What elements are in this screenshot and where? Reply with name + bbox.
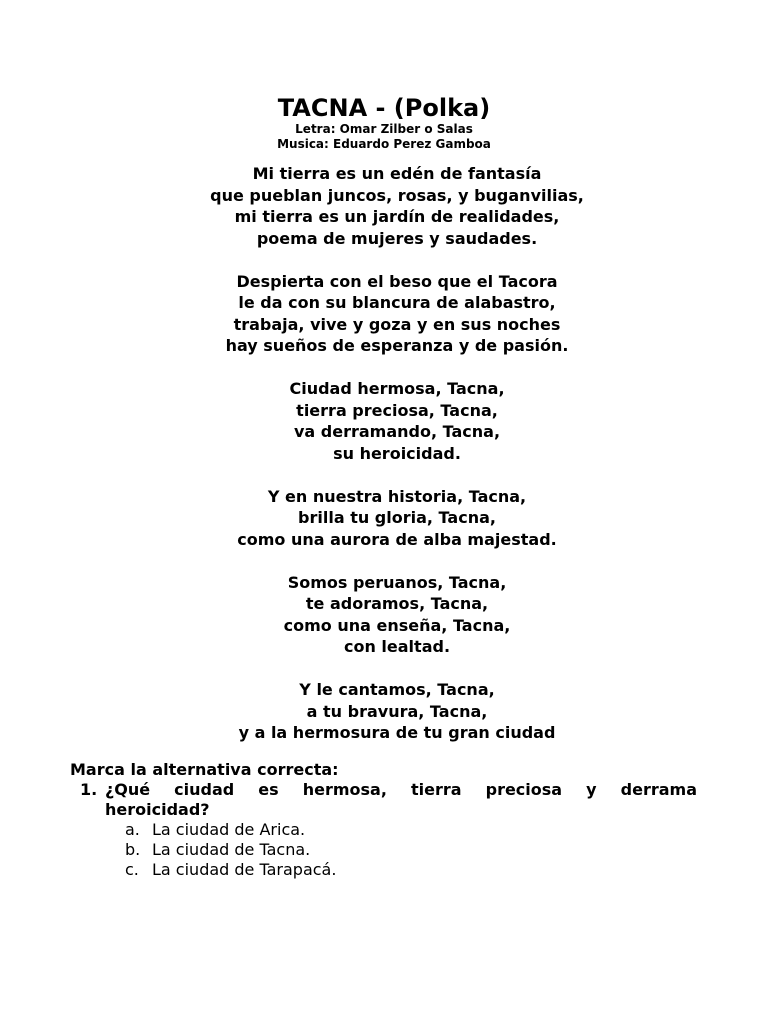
lyric-line: Despierta con el beso que el Tacora: [236, 271, 558, 291]
lyric-line: brilla tu gloria, Tacna,: [298, 508, 496, 528]
lyric-line: le da con su blancura de alabastro,: [238, 293, 556, 313]
stanza: [0, 271, 768, 357]
lyric-line: poema de mujeres y saudades.: [256, 228, 538, 248]
option-letter: c.: [125, 860, 139, 879]
answer-option[interactable]: [70, 840, 697, 860]
lyric-line: Y en nuestra historia, Tacna,: [267, 486, 527, 506]
song-lyrics: [0, 163, 768, 765]
lyric-line: va derramando, Tacna,: [293, 422, 501, 442]
lyric-line: hay sueños de esperanza y de pasión.: [225, 336, 569, 356]
quiz-section: [70, 760, 697, 880]
song-title: TACNA - (Polka): [277, 94, 491, 122]
lyric-line: su heroicidad.: [333, 443, 461, 463]
lyric-line: Ciudad hermosa, Tacna,: [289, 379, 505, 399]
quiz-heading: Marca la alternativa correcta:: [70, 760, 339, 779]
answer-options: [70, 820, 697, 880]
lyric-line: tierra preciosa, Tacna,: [296, 400, 498, 420]
option-text: La ciudad de Tacna.: [152, 840, 311, 859]
stanza: [0, 679, 768, 744]
lyric-line: como una enseña, Tacna,: [283, 615, 511, 635]
stanza: [0, 378, 768, 464]
option-letter: a.: [125, 820, 140, 839]
lyric-line: como una aurora de alba majestad.: [237, 529, 557, 549]
lyric-line: te adoramos, Tacna,: [305, 594, 489, 614]
lyric-line: a tu bravura, Tacna,: [306, 701, 488, 721]
lyric-line: Mi tierra es un edén de fantasía: [252, 164, 542, 183]
lyrics-credit: Letra: Omar Zilber o Salas: [295, 122, 473, 136]
lyric-line: trabaja, vive y goza y en sus noches: [233, 314, 561, 334]
lyric-line: que pueblan juncos, rosas, y buganvilias,: [210, 185, 584, 205]
question-text-line1: ¿Qué ciudad es hermosa, tierra preciosa y derrama: [105, 780, 697, 799]
answer-option[interactable]: [70, 820, 697, 840]
question-number: 1.: [80, 780, 98, 799]
option-text: La ciudad de Tarapacá.: [152, 860, 337, 879]
lyric-line: con lealtad.: [343, 637, 451, 657]
question-item: [70, 780, 697, 820]
stanza: [0, 572, 768, 658]
lyric-line: y a la hermosura de tu gran ciudad: [238, 723, 556, 743]
answer-option[interactable]: [70, 860, 697, 880]
stanza: [0, 486, 768, 551]
question-text-line2: heroicidad?: [105, 800, 210, 819]
option-text: La ciudad de Arica.: [152, 820, 306, 839]
lyric-line: Y le cantamos, Tacna,: [299, 680, 495, 700]
music-credit: Musica: Eduardo Perez Gamboa: [277, 137, 491, 151]
option-letter: b.: [125, 840, 141, 859]
lyric-line: Somos peruanos, Tacna,: [287, 572, 507, 592]
lyric-line: mi tierra es un jardín de realidades,: [234, 207, 560, 227]
stanza: [0, 163, 768, 249]
